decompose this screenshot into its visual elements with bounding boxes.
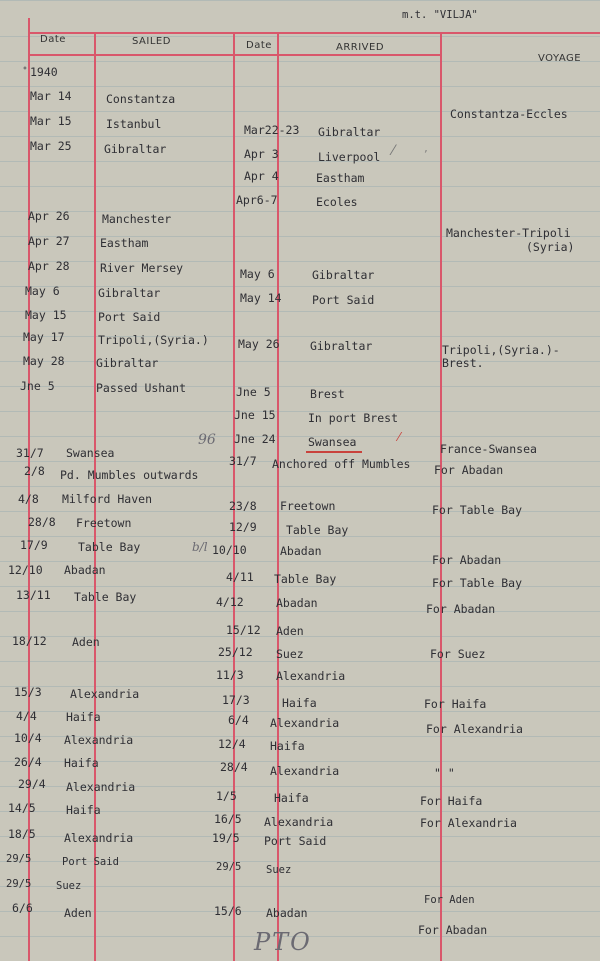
sailed-place: Haifa <box>66 803 101 817</box>
voyage-entry: (Syria) <box>526 240 575 254</box>
arrived-date: 6/4 <box>228 713 249 727</box>
arrived-place: In port Brest <box>308 411 399 425</box>
arrived-place: Alexandria <box>270 716 340 730</box>
arrived-place: Alexandria <box>276 669 346 683</box>
sailed-date: May 28 <box>23 354 65 368</box>
sailed-date: May 17 <box>23 330 65 344</box>
handwritten-note: b/l <box>192 540 208 554</box>
arrived-place: Abadan <box>280 544 322 558</box>
sailed-place: Alexandria <box>64 733 134 747</box>
arrived-place: Swansea <box>308 435 357 449</box>
arrived-place: Haifa <box>282 696 317 710</box>
sailed-place: Table Bay <box>74 590 137 604</box>
voyage-entry: For Alexandria <box>420 816 517 830</box>
sailed-date: 2/8 <box>24 464 45 478</box>
arrived-date: 4/11 <box>226 570 254 584</box>
sailed-place: Milford Haven <box>62 492 153 506</box>
sailed-date: Mar 25 <box>30 139 72 153</box>
arrived-date: 29/5 <box>216 861 242 873</box>
arrived-place: Suez <box>266 864 292 876</box>
arrived-date: Apr 3 <box>244 147 279 161</box>
sailed-date: 29/4 <box>18 777 46 791</box>
sailed-date: Apr 28 <box>28 259 70 273</box>
arrived-place: Eastham <box>316 171 365 185</box>
pto-handwriting: PTO <box>254 928 312 956</box>
check-mark-icon: ⁄ <box>392 143 395 159</box>
sailed-date: 15/3 <box>14 685 42 699</box>
arrived-date: Apr6-7 <box>236 193 278 207</box>
sailed-date: Mar 14 <box>30 89 72 103</box>
sailed-date: 29/5 <box>6 878 32 890</box>
sailed-place: Gibraltar <box>98 286 161 300</box>
arrived-place: Gibraltar <box>312 268 375 282</box>
voyage-entry: France-Swansea <box>440 442 537 456</box>
voyage-entry: For Haifa <box>424 697 487 711</box>
sailed-date: 31/7 <box>16 446 44 460</box>
sailed-date: Jne 5 <box>20 379 55 393</box>
arrived-date: 19/5 <box>212 831 240 845</box>
arrived-date: May 26 <box>238 337 280 351</box>
sailed-date: 4/4 <box>16 709 37 723</box>
sailed-date: 13/11 <box>16 588 51 602</box>
sailed-place: Aden <box>64 906 92 920</box>
sailed-place: Tripoli,(Syria.) <box>98 333 209 347</box>
sailed-place: Suez <box>56 880 82 892</box>
arrived-place: Port Said <box>312 293 375 307</box>
sailed-date: Mar 15 <box>30 114 72 128</box>
sailed-place: Aden <box>72 635 100 649</box>
arrived-place: Ecoles <box>316 195 358 209</box>
arrived-date: 12/9 <box>229 520 257 534</box>
sailed-place: Alexandria <box>70 687 140 701</box>
sailed-date: May 15 <box>25 308 67 322</box>
arrived-place: Alexandria <box>270 764 340 778</box>
arrived-place: Table Bay <box>286 523 349 537</box>
arrived-place: Liverpool <box>318 150 381 164</box>
arrived-date: 1/5 <box>216 789 237 803</box>
arrived-date: Jne 24 <box>234 432 276 446</box>
sailed-date: 12/10 <box>8 563 43 577</box>
arrived-date: 31/7 <box>229 454 257 468</box>
header-bottom-rule <box>28 54 441 56</box>
sailed-date: 17/9 <box>20 538 48 552</box>
arrived-place: Abadan <box>266 906 308 920</box>
arrived-place: Haifa <box>274 791 309 805</box>
sailed-place: Port Said <box>62 856 119 868</box>
sailed-place: Constantza <box>106 92 176 106</box>
voyage-entry: For Table Bay <box>432 503 523 517</box>
arrived-place: Gibraltar <box>310 339 373 353</box>
arrived-date: Jne 15 <box>234 408 276 422</box>
arrived-date: May 6 <box>240 267 275 281</box>
bullet-mark-icon: • <box>22 64 28 75</box>
voyage-entry: For Abadan <box>432 553 502 567</box>
check-mark-icon: ⁄ <box>398 430 401 444</box>
arrived-date: 4/12 <box>216 595 244 609</box>
arrived-place: Abadan <box>276 596 318 610</box>
arrived-date: Apr 4 <box>244 169 279 183</box>
arrived-date: 16/5 <box>214 812 242 826</box>
arrived-date: 23/8 <box>229 499 257 513</box>
sailed-place: Haifa <box>66 710 101 724</box>
voyage-entry: For Suez <box>430 647 486 661</box>
voyage-entry: For Abadan <box>426 602 496 616</box>
margin-rule <box>28 18 30 961</box>
sailed-place: Abadan <box>64 563 106 577</box>
sailed-header: SAILED <box>132 36 171 47</box>
arrived-place: Gibraltar <box>318 125 381 139</box>
sailed-date: 18/12 <box>12 634 47 648</box>
voyage-entry: Constantza-Eccles <box>450 107 568 121</box>
arrived-place: Haifa <box>270 739 305 753</box>
voyage-entry: " " <box>434 766 455 780</box>
voyage-entry: For Alexandria <box>426 722 523 736</box>
sailed-place: Swansea <box>66 446 115 460</box>
sailed-place: Freetown <box>76 516 132 530</box>
sailed-date: 28/8 <box>28 515 56 529</box>
sailed-place: Gibraltar <box>96 356 159 370</box>
sailed-place: Alexandria <box>66 780 136 794</box>
arrived-place: Alexandria <box>264 815 334 829</box>
sailed-place: Haifa <box>64 756 99 770</box>
ship-title: m.t. "VILJA" <box>402 9 478 21</box>
voyage-entry: For Abadan <box>418 923 488 937</box>
sailed-place: Passed Ushant <box>96 381 187 395</box>
arrived-date: 15/6 <box>214 904 242 918</box>
voyage-entry: Brest. <box>442 356 484 370</box>
red-underline <box>306 451 362 453</box>
arrived-place: Brest <box>310 387 345 401</box>
arrived-place: Suez <box>276 647 304 661</box>
sailed-place: Gibraltar <box>104 142 167 156</box>
year-label: 1940 <box>30 65 58 79</box>
voyage-entry: Tripoli,(Syria.)- <box>442 343 560 357</box>
arrived-date: Mar22-23 <box>244 123 300 137</box>
sailed-date: Apr 27 <box>28 234 70 248</box>
voyage-entry: Manchester-Tripoli <box>446 226 571 240</box>
sailed-place: Alexandria <box>64 831 134 845</box>
arrived-date: 12/4 <box>218 737 246 751</box>
arrived-place: Freetown <box>280 499 336 513</box>
voyage-header: VOYAGE <box>538 53 582 64</box>
header-top-rule <box>28 32 600 34</box>
sailed-place: Eastham <box>100 236 149 250</box>
arrived-date: 15/12 <box>226 623 261 637</box>
sailed-place: Istanbul <box>106 117 162 131</box>
sailed-date: 14/5 <box>8 801 36 815</box>
voyage-entry: For Aden <box>424 894 475 906</box>
arrived-date: 11/3 <box>216 668 244 682</box>
sailed-date: 29/5 <box>6 853 32 865</box>
arrived-place: Anchored off Mumbles <box>272 457 411 471</box>
arrived-place: Table Bay <box>274 572 337 586</box>
arrived-date: May 14 <box>240 291 282 305</box>
voyage-entry: For Table Bay <box>432 576 523 590</box>
sailed-place: Pd. Mumbles outwards <box>60 468 199 482</box>
arrived-place: Port Said <box>264 834 327 848</box>
sailed-date: Apr 26 <box>28 209 70 223</box>
arrived-date: 25/12 <box>218 645 253 659</box>
arrived-header: ARRIVED <box>336 42 385 53</box>
arrived-date: 10/10 <box>212 543 247 557</box>
arrived-date: 28/4 <box>220 760 248 774</box>
arrived-date: 17/3 <box>222 693 250 707</box>
sailed-place: Manchester <box>102 212 172 226</box>
sailed-date: May 6 <box>25 284 60 298</box>
arrived-place: Aden <box>276 624 304 638</box>
sailed-place: River Mersey <box>100 261 184 275</box>
arrived-date: Jne 5 <box>236 385 271 399</box>
sailed-date: 10/4 <box>14 731 42 745</box>
sailed-place: Port Said <box>98 310 161 324</box>
arrived-date-header: Date <box>246 40 272 51</box>
sailed-date: 18/5 <box>8 827 36 841</box>
voyage-entry: For Abadan <box>434 463 504 477</box>
sailed-date: 26/4 <box>14 755 42 769</box>
check-mark-icon: ’ <box>424 148 428 161</box>
sailed-date-header: Date <box>40 34 66 45</box>
sailed-date: 4/8 <box>18 492 39 506</box>
sailed-date: 6/6 <box>12 901 33 915</box>
handwritten-note: 96 <box>198 432 216 448</box>
voyage-entry: For Haifa <box>420 794 483 808</box>
sailed-place: Table Bay <box>78 540 141 554</box>
